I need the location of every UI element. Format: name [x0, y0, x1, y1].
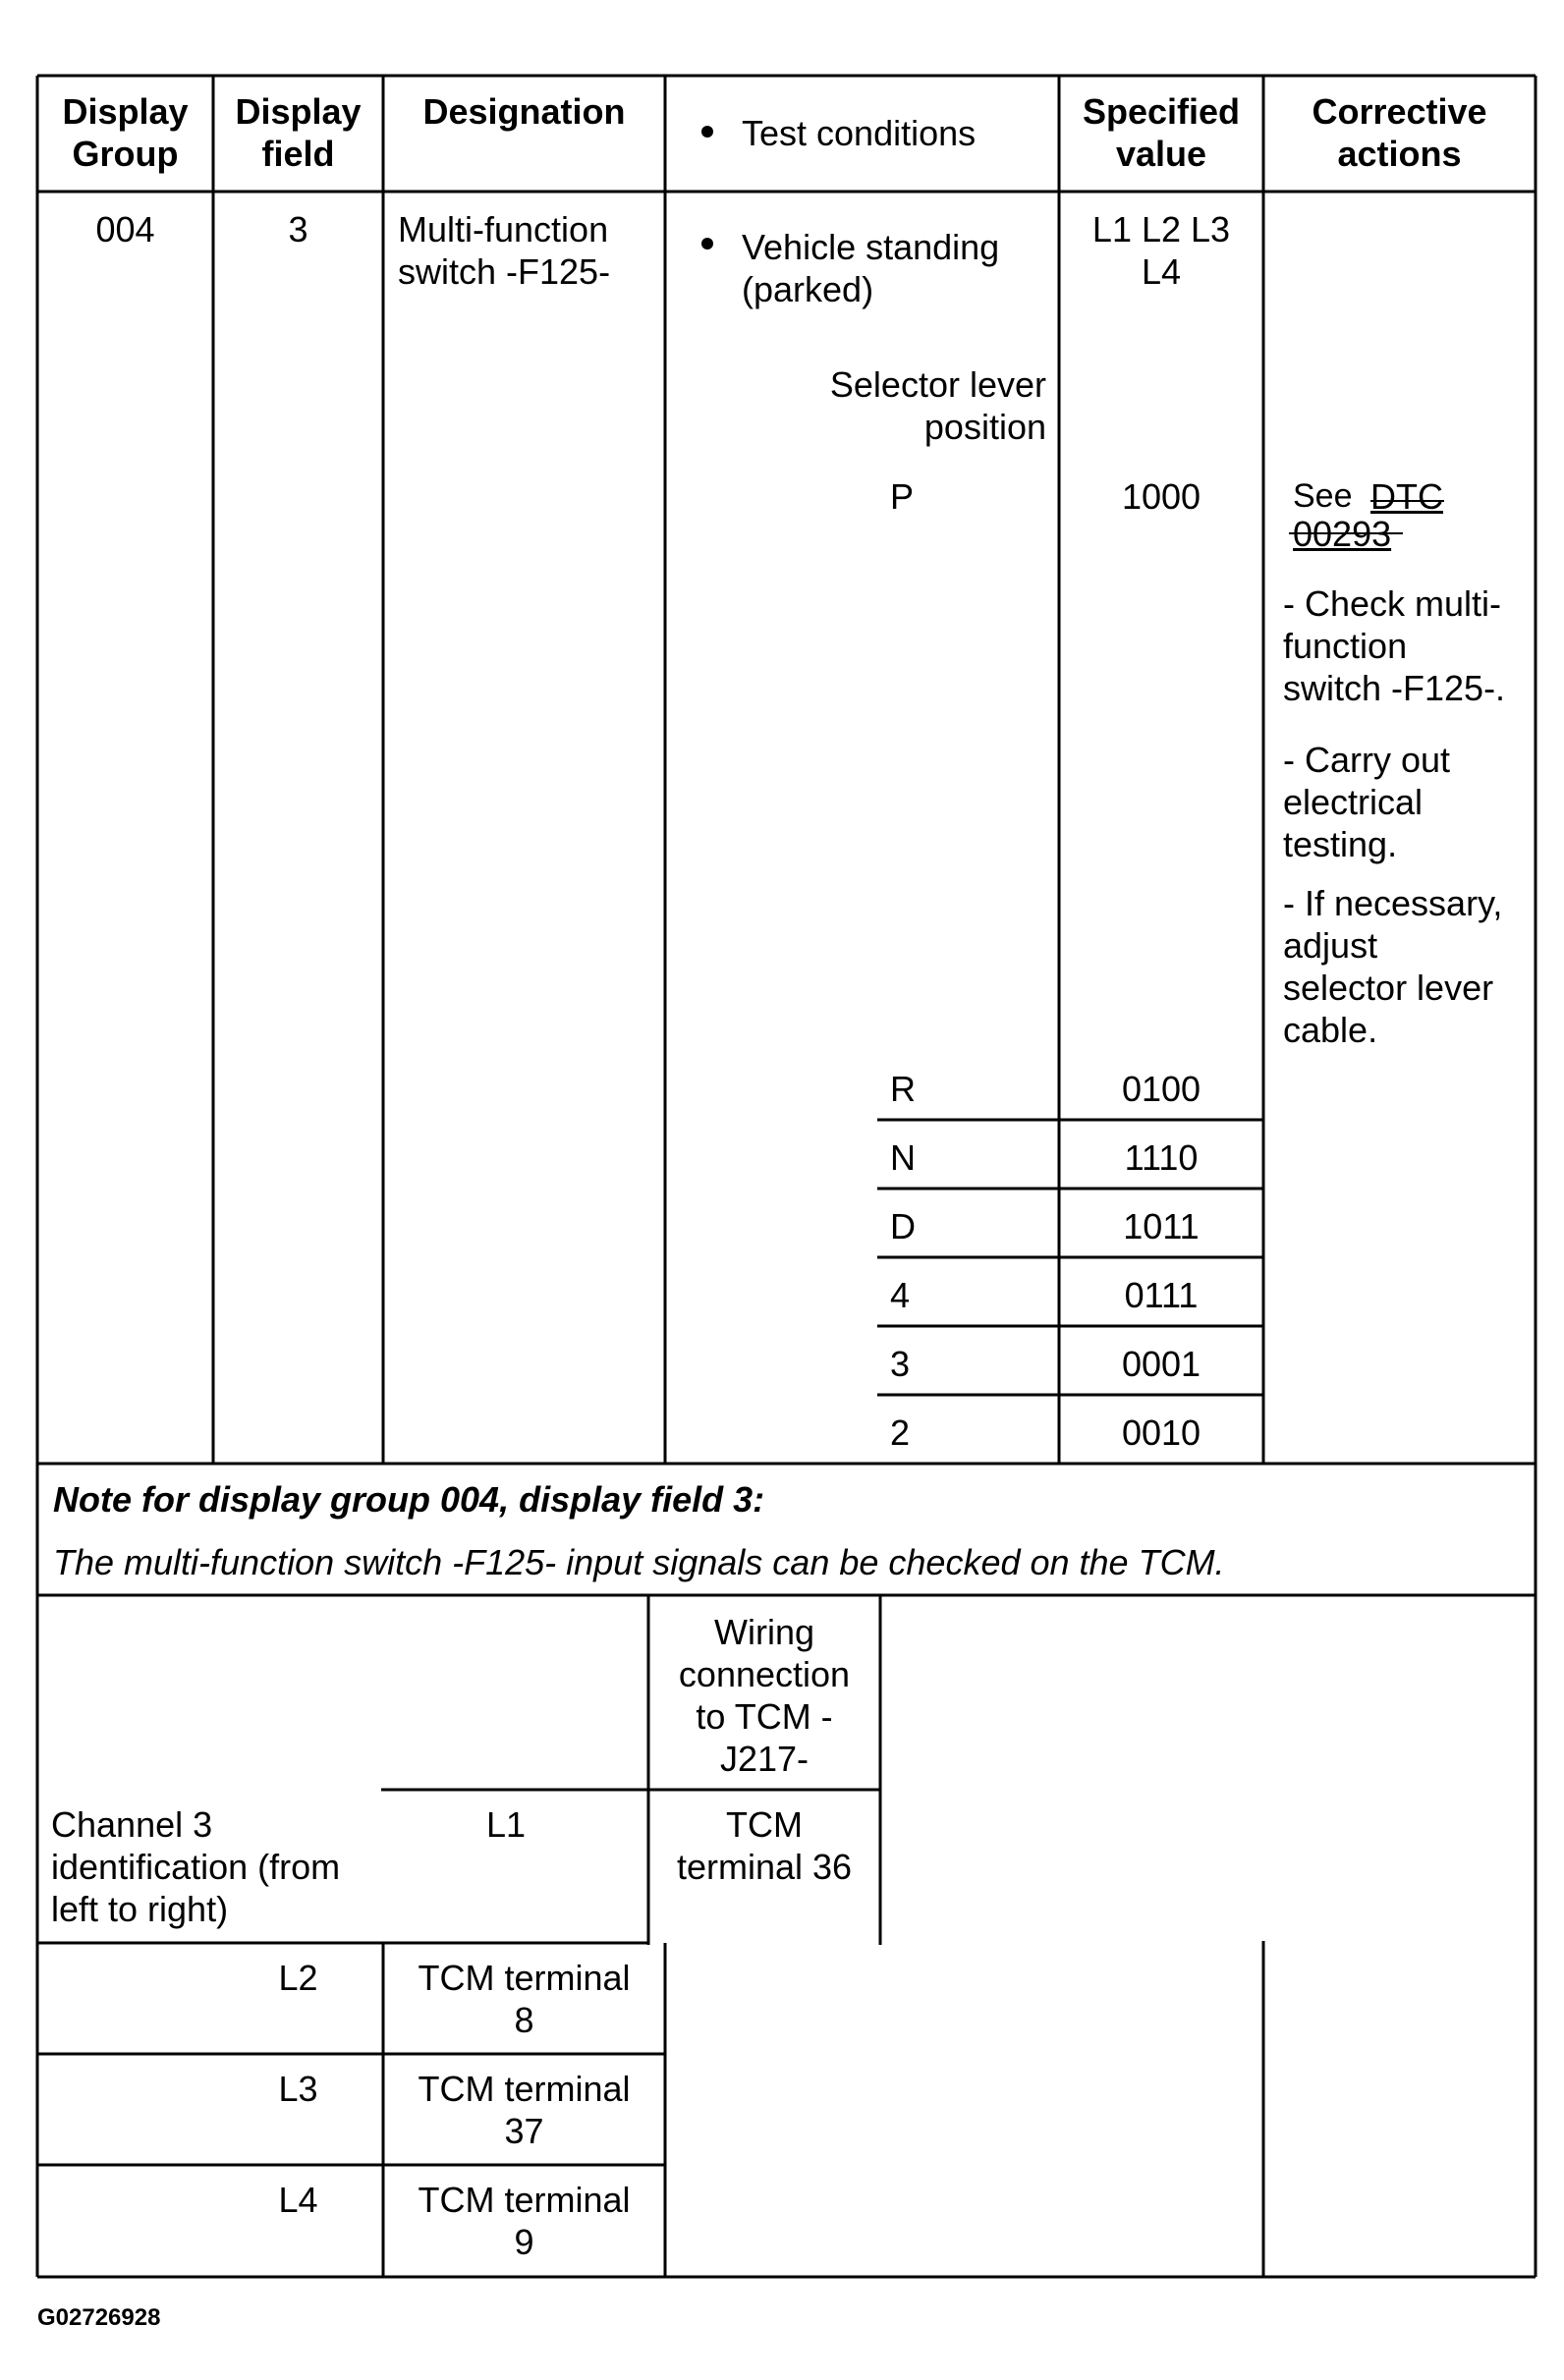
dtc-link-line1[interactable]: DTC: [1370, 476, 1443, 517]
position-label: P: [890, 476, 915, 517]
position-value: 0010: [1121, 1412, 1201, 1453]
wiring-line-label: L2: [278, 1958, 318, 1998]
position-value: 1011: [1123, 1206, 1200, 1246]
position-label: 4: [890, 1275, 911, 1315]
position-label: D: [890, 1206, 916, 1246]
wiring-terminal: TCM terminal 8: [418, 1958, 631, 2040]
action-electrical-testing: - Carry out electrical testing.: [1283, 740, 1451, 864]
header-specified-value: Specified value: [1082, 91, 1241, 174]
wiring-connection-header: Wiring connection to TCM - J217-: [678, 1612, 851, 1779]
header-designation: Designation: [422, 91, 626, 132]
bullet-icon: [701, 238, 713, 249]
cell-display-group: 004: [95, 209, 155, 249]
header-test-conditions: Test conditions: [742, 113, 977, 153]
wiring-line-label: L3: [278, 2069, 318, 2109]
wiring-terminal: TCM terminal 37: [418, 2069, 631, 2151]
position-value: 0100: [1121, 1069, 1201, 1109]
position-label: 2: [890, 1412, 911, 1453]
position-label: R: [890, 1069, 916, 1109]
dtc-link-line2[interactable]: 00293: [1293, 514, 1392, 554]
position-value: 0111: [1124, 1275, 1199, 1315]
cell-display-field: 3: [288, 209, 308, 249]
note-text: The multi-function switch -F125- input signals can be checked on the TCM.: [53, 1542, 1225, 1582]
wiring-terminal: TCM terminal 36: [676, 1804, 853, 1887]
channel-identification-label: Channel 3 identification (from left to right): [51, 1804, 341, 1929]
position-value: 1110: [1124, 1137, 1199, 1178]
header-display-group: Display Group: [62, 91, 189, 174]
cell-specified-value-header: L1 L2 L3 L4: [1091, 209, 1231, 292]
action-check-switch: - Check multi- function switch -F125-.: [1283, 583, 1506, 708]
wiring-line-label: L1: [485, 1804, 527, 1845]
cell-test-condition: Vehicle standing (parked): [742, 227, 1000, 309]
position-value: 0001: [1121, 1344, 1201, 1384]
position-label: 3: [890, 1344, 911, 1384]
selector-lever-position-label: Selector lever position: [829, 364, 1046, 447]
header-corrective-actions: Corrective actions: [1312, 91, 1487, 174]
position-label: N: [890, 1137, 916, 1178]
see-label: See: [1293, 477, 1353, 515]
wiring-line-label: L4: [278, 2180, 318, 2220]
action-adjust-cable: - If necessary, adjust selector lever cable.: [1283, 883, 1503, 1050]
cell-designation: Multi-function switch -F125-: [398, 209, 611, 292]
header-display-field: Display field: [235, 91, 362, 174]
bullet-icon: [701, 126, 713, 138]
note-title: Note for display group 004, display field 3:: [53, 1479, 765, 1520]
wiring-terminal: TCM terminal 9: [418, 2180, 631, 2262]
position-value: 1000: [1121, 476, 1201, 517]
figure-id: G02726928: [37, 2304, 161, 2331]
